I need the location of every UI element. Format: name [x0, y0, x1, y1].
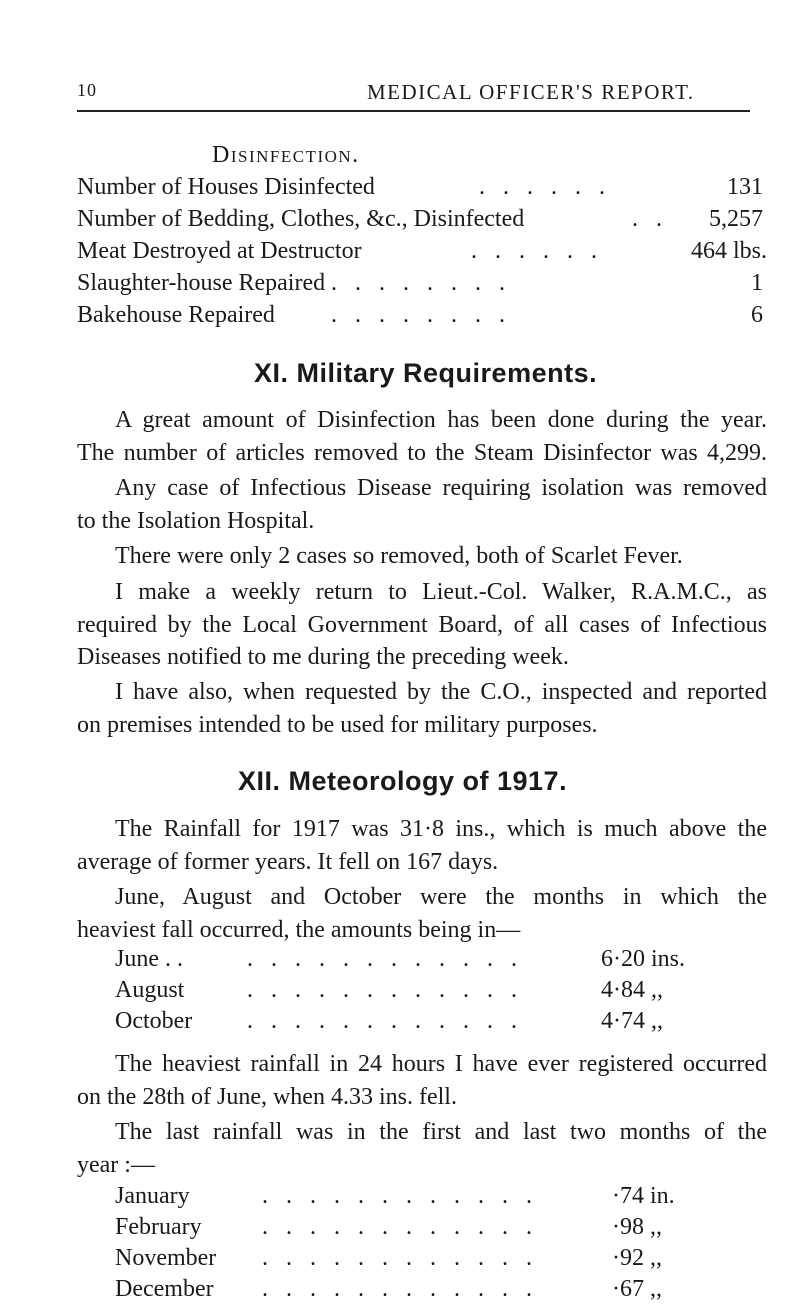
table-row [115, 1276, 767, 1306]
row-value: 6 [751, 302, 763, 328]
month-value: 4·84 ,, [601, 977, 663, 1003]
month-label: February [115, 1214, 202, 1240]
table-row [77, 174, 767, 204]
row-value: 131 [727, 174, 763, 200]
table-row [77, 270, 767, 300]
dot-leader: . . . . . . . . . . . . [247, 946, 523, 972]
page-number: 10 [77, 80, 97, 100]
military-paragraph-5: I have also, when requested by the C.O., inspected and reported on premises intended to be used for military purposes. [77, 679, 767, 738]
table-row [115, 1245, 767, 1275]
table-row [77, 206, 767, 236]
meteorology-paragraph-1: The Rainfall for 1917 was 31·8 ins., which is much above the average of former years. It fell on 167 days. [77, 816, 767, 875]
dot-leader: . . . . . . . . . . . . [262, 1214, 538, 1240]
military-paragraph-3: There were only 2 cases so removed, both of Scarlet Fever. [115, 543, 683, 569]
dot-leader: . . . . . . . . . . . . [262, 1183, 538, 1209]
dot-leader: . . . . . . . . . . . . [262, 1245, 538, 1271]
disinfection-title: Disinfection. [212, 142, 360, 168]
month-value: ·92 ,, [612, 1245, 662, 1271]
row-value: 464 lbs. [690, 238, 767, 264]
dot-leader: . . [632, 206, 668, 232]
month-value: ·74 in. [612, 1183, 675, 1209]
meteorology-paragraph-4: The last rainfall was in the first and last two months of the year :— [77, 1119, 767, 1178]
row-label: Slaughter-house Repaired [77, 270, 326, 296]
table-row [115, 977, 767, 1007]
month-label: November [115, 1245, 217, 1271]
month-value: ·67 ,, [612, 1276, 662, 1302]
month-label: December [115, 1276, 214, 1302]
table-row [115, 1214, 767, 1244]
row-value: 1 [751, 270, 763, 296]
month-value: 6·20 ins. [601, 946, 685, 972]
month-label: October [115, 1008, 193, 1034]
dot-leader: . . . . . . [471, 238, 603, 264]
military-paragraph-2: Any case of Infectious Disease requiring isolation was removed to the Isolation Hospital. [77, 475, 767, 534]
table-row [77, 238, 767, 268]
month-label: August [115, 977, 185, 1003]
dot-leader: . . . . . . . . [331, 302, 511, 328]
dot-leader: . . . . . . . . . . . . [247, 977, 523, 1003]
meteorology-heading: XII. Meteorology of 1917. [238, 766, 568, 796]
row-label: Bakehouse Repaired [77, 302, 275, 328]
running-title: MEDICAL OFFICER'S REPORT. [367, 80, 695, 104]
dot-leader: . . . . . . . . . . . . [247, 1008, 523, 1034]
meteorology-paragraph-3: The heaviest rainfall in 24 hours I have ever registered occurred on the 28th of June, when 4.33 ins. fell. [77, 1051, 767, 1110]
month-label: June . . [115, 946, 183, 972]
row-label: Number of Bedding, Clothes, &c., Disinfected [77, 206, 525, 232]
dot-leader: . . . . . . . . . . . . [262, 1276, 538, 1302]
running-header [77, 80, 750, 112]
military-paragraph-1: A great amount of Disinfection has been done during the year. The number of articles removed to the Steam Disinfector was 4,299. [77, 407, 767, 466]
dot-leader: . . . . . . . . [331, 270, 511, 296]
military-heading: XI. Military Requirements. [254, 358, 598, 388]
table-row [77, 302, 767, 332]
meteorology-paragraph-2: June, August and October were the months in which the heaviest fall occurred, the amounts being in— [77, 884, 767, 943]
month-label: January [115, 1183, 190, 1209]
table-row [115, 1008, 767, 1038]
row-label: Number of Houses Disinfected [77, 174, 375, 200]
month-value: 4·74 ,, [601, 1008, 663, 1034]
row-label: Meat Destroyed at Destructor [77, 238, 362, 264]
dot-leader: . . . . . . [479, 174, 611, 200]
row-value: 5,257 [709, 206, 763, 232]
table-row [115, 1183, 767, 1213]
table-row [115, 946, 767, 976]
month-value: ·98 ,, [612, 1214, 662, 1240]
military-paragraph-4: I make a weekly return to Lieut.-Col. Walker, R.A.M.C., as required by the Local Government Board, of all cases of Infectious Diseases notified to me during the preceding week. [77, 579, 767, 670]
